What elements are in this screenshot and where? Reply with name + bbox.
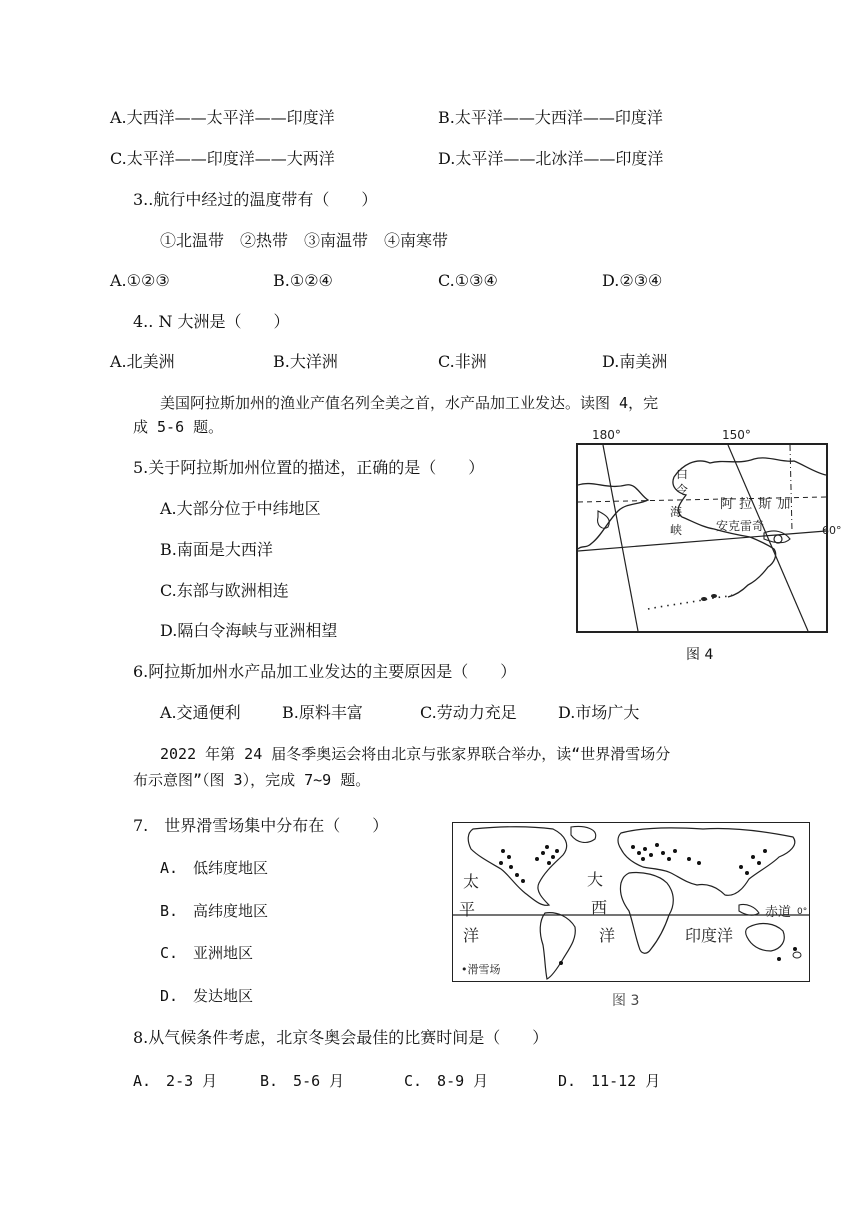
- q3-option-b: B.①②④: [273, 271, 333, 290]
- q3-option-c: C.①③④: [438, 271, 498, 290]
- q4-option-d: D.南美洲: [602, 352, 668, 371]
- fig3-pacific-char2: 平: [459, 900, 476, 919]
- intro-5-6-line1: 美国阿拉斯加州的渔业产值名列全美之首，水产品加工业发达。读图 4，完: [160, 394, 659, 412]
- q5-stem: 5.关于阿拉斯加州位置的描述，正确的是（ ）: [133, 458, 485, 477]
- world-ski-map: [452, 822, 810, 982]
- fig4-alaska-label: 阿 拉 斯 加: [720, 497, 792, 512]
- q4-stem: 4.. N 大洲是（ ）: [133, 312, 290, 331]
- q7-option-d: D. 发达地区: [160, 987, 254, 1005]
- q7-option-c: C. 亚洲地区: [160, 944, 254, 962]
- q3-items: ①北温带 ②热带 ③南温带 ④南寒带: [160, 231, 449, 250]
- q2-option-a: A.大西洋——太平洋——印度洋: [110, 108, 335, 127]
- q5-option-b: B.南面是大西洋: [160, 540, 273, 559]
- fig3-equator-label: 赤道: [765, 905, 792, 920]
- fig3-atlantic-char3: 洋: [599, 926, 616, 945]
- q8-option-a: A. 2-3 月: [133, 1072, 218, 1090]
- fig4-lon-180: 180°: [592, 428, 621, 442]
- q8-option-c: C. 8-9 月: [404, 1072, 489, 1090]
- fig4-anchorage-label: 安克雷奇: [716, 519, 765, 533]
- fig4-lat-60: 60°: [822, 524, 842, 537]
- q2-option-d: D.太平洋——北冰洋——印度洋: [438, 149, 664, 168]
- q6-option-c: C.劳动力充足: [420, 703, 517, 722]
- q2-option-c: C.太平洋——印度洋——大两洋: [110, 149, 335, 168]
- q8-option-d: D. 11-12 月: [558, 1072, 661, 1090]
- fig3-atlantic-char2: 西: [591, 898, 608, 917]
- q3-option-d: D.②③④: [602, 271, 663, 290]
- intro-7-9-line1: 2022 年第 24 届冬季奥运会将由北京与张家界联合举办，读“世界滑雪场分: [160, 745, 671, 763]
- fig4-strait-char1: 白: [676, 467, 689, 481]
- q4-option-a: A.北美洲: [110, 352, 175, 371]
- fig3-zero-degree: 0°: [797, 907, 808, 917]
- fig3-atlantic-char1: 大: [587, 870, 604, 889]
- fig4-strait-char3: 海: [670, 505, 683, 519]
- intro-5-6-line2: 成 5-6 题。: [133, 418, 224, 436]
- q5-option-a: A.大部分位于中纬地区: [160, 499, 321, 518]
- fig3-legend: •滑雪场: [461, 963, 501, 976]
- q4-option-c: C.非洲: [438, 352, 487, 371]
- fig3-caption: 图 3: [612, 993, 640, 1009]
- intro-7-9-line2: 布示意图”（图 3），完成 7~9 题。: [133, 771, 371, 789]
- q7-stem: 7. 世界滑雪场集中分布在（ ）: [133, 816, 389, 835]
- q4-option-b: B.大洋洲: [273, 352, 338, 371]
- q6-option-d: D.市场广大: [558, 703, 640, 722]
- q7-option-b: B. 高纬度地区: [160, 902, 269, 920]
- world-ski-map-graphic: [453, 823, 809, 981]
- q3-stem: 3..航行中经过的温度带有（ ）: [133, 190, 378, 209]
- q2-option-b: B.太平洋——大西洋——印度洋: [438, 108, 663, 127]
- q8-stem: 8.从气候条件考虑，北京冬奥会最佳的比赛时间是（ ）: [133, 1028, 549, 1047]
- fig4-lon-150: 150°: [722, 428, 751, 442]
- fig4-strait-char4: 峡: [670, 523, 683, 537]
- q6-option-b: B.原料丰富: [282, 703, 363, 722]
- q8-option-b: B. 5-6 月: [260, 1072, 345, 1090]
- q5-option-c: C.东部与欧洲相连: [160, 581, 289, 600]
- fig4-caption: 图 4: [686, 647, 714, 663]
- fig3-pacific-char1: 太: [463, 872, 480, 891]
- q7-option-a: A. 低纬度地区: [160, 859, 269, 877]
- q3-option-a: A.①②③: [110, 271, 170, 290]
- q5-option-d: D.隔白令海峡与亚洲相望: [160, 621, 338, 640]
- alaska-map: [576, 443, 828, 633]
- alaska-map-graphic: [578, 445, 826, 631]
- fig4-strait-char2: 令: [676, 483, 689, 497]
- fig3-indian-ocean: 印度洋: [685, 926, 734, 945]
- fig3-pacific-char3: 洋: [463, 926, 480, 945]
- q6-stem: 6.阿拉斯加州水产品加工业发达的主要原因是（ ）: [133, 662, 517, 681]
- q6-option-a: A.交通便利: [160, 703, 241, 722]
